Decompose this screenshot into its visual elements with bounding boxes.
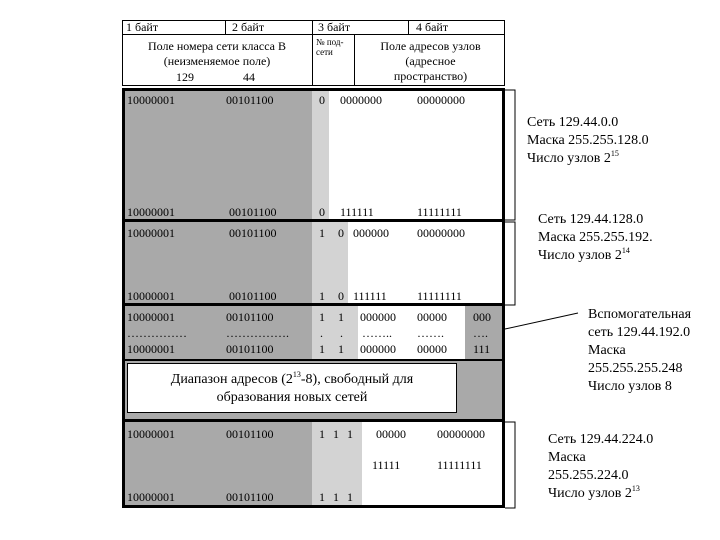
b1-top-byte2: 00101100 bbox=[226, 93, 274, 107]
note-2-line-3 bbox=[538, 248, 630, 264]
b3-row1-byte3b: 1 bbox=[338, 310, 344, 324]
b2-bottom-byte3b: 0 bbox=[338, 289, 344, 303]
b2-bottom-byte2: 00101100 bbox=[229, 289, 277, 303]
b2-top-byte4: 00000000 bbox=[417, 226, 465, 240]
bracket-3 bbox=[505, 313, 578, 329]
b4-top-byte2: 00101100 bbox=[226, 427, 274, 441]
b4-top-byte4: 00000000 bbox=[437, 427, 485, 441]
b3-row3-byte3a: 1 bbox=[319, 342, 325, 356]
b3-row2-byte3b: . bbox=[340, 326, 343, 340]
note-1-line-3 bbox=[527, 151, 619, 167]
note-4-line-2: Маска bbox=[548, 450, 586, 465]
note-3-line-5: Число узлов 8 bbox=[588, 379, 672, 394]
note-1-line-1: Сеть 129.44.0.0 bbox=[527, 115, 619, 130]
b3-row3-byte4b: 111 bbox=[473, 342, 491, 356]
note-2-hosts-exp: 14 bbox=[621, 246, 630, 255]
hosts-field-title: Поле адресов узлов bbox=[380, 39, 481, 53]
byte-1-label: 1 байт bbox=[126, 20, 159, 34]
b2-top-byte3c: 000000 bbox=[353, 226, 389, 240]
b3-row1-byte3a: 1 bbox=[319, 310, 325, 324]
note-3-line-4: 255.255.255.248 bbox=[588, 361, 683, 376]
b3-row2-byte4a: ……. bbox=[417, 326, 444, 340]
b1-top-byte3a: 0 bbox=[319, 93, 325, 107]
b4-mid-byte4: 11111111 bbox=[437, 458, 482, 472]
b1-top-byte3b: 0000000 bbox=[340, 93, 382, 107]
free-range-exponent: 13 bbox=[292, 370, 301, 379]
note-4-hosts-exp: 13 bbox=[631, 484, 640, 493]
b2-bottom-byte3c: 111111 bbox=[353, 289, 387, 303]
b1-bottom-byte3a: 0 bbox=[319, 205, 325, 219]
b4-mid-byte3d: 11111 bbox=[372, 458, 401, 472]
b1-top-byte1: 10000001 bbox=[127, 93, 175, 107]
b1-bottom-byte3b: 111111 bbox=[340, 205, 374, 219]
free-range-text-before: Диапазон адресов (2 bbox=[170, 372, 293, 387]
note-1-hosts-exp: 15 bbox=[610, 149, 619, 158]
b4-top-byte3c: 1 bbox=[347, 427, 353, 441]
byte-4-label: 4 байт bbox=[416, 20, 449, 34]
b2-top-byte2: 00101100 bbox=[229, 226, 277, 240]
byte-3-label: 3 байт bbox=[318, 20, 351, 34]
b4-bottom-byte2: 00101100 bbox=[226, 490, 274, 504]
b3-row1-byte4a: 00000 bbox=[417, 310, 447, 324]
note-3-line-1: Вспомогательная bbox=[588, 307, 692, 322]
network-field-subtitle: (неизменяемое поле) bbox=[163, 54, 271, 68]
free-range-text-after: -8), свободный для bbox=[300, 372, 414, 387]
free-range-line-2: образования новых сетей bbox=[216, 390, 368, 405]
b2-bottom-byte3a: 1 bbox=[319, 289, 325, 303]
note-4-line-3: 255.255.224.0 bbox=[548, 468, 629, 483]
b1-bottom-byte2: 00101100 bbox=[229, 205, 277, 219]
subnet-field-label-1: № под- bbox=[316, 37, 344, 47]
network-value-1: 129 bbox=[176, 70, 194, 84]
bracket-2 bbox=[505, 222, 515, 305]
b4-bottom-byte1: 10000001 bbox=[127, 490, 175, 504]
b3-row1-byte1: 10000001 bbox=[127, 310, 175, 324]
b3-row2-byte1: …………… bbox=[127, 326, 187, 340]
b2-bottom-byte1: 10000001 bbox=[127, 289, 175, 303]
b4-top-byte3d: 00000 bbox=[376, 427, 406, 441]
b2-top-byte1: 10000001 bbox=[127, 226, 175, 240]
network-field-title: Поле номера сети класса В bbox=[148, 39, 286, 53]
note-2-hosts-text: Число узлов 2 bbox=[538, 248, 622, 263]
b3-row2-byte3a: . bbox=[320, 326, 323, 340]
note-4-line-4 bbox=[548, 486, 640, 502]
b3-row2-byte2: ……………. bbox=[226, 326, 289, 340]
b3-row2-byte4b: …. bbox=[473, 326, 488, 340]
b4-bottom-byte3b: 1 bbox=[333, 490, 339, 504]
b2-bottom-byte4: 11111111 bbox=[417, 289, 462, 303]
b3-row3-byte1: 10000001 bbox=[127, 342, 175, 356]
note-1-hosts-text: Число узлов 2 bbox=[527, 151, 611, 166]
b2-top-byte3a: 1 bbox=[319, 226, 325, 240]
b4-top-byte3a: 1 bbox=[319, 427, 325, 441]
b3-row3-byte3b: 1 bbox=[338, 342, 344, 356]
b3-row3-byte3c: 000000 bbox=[360, 342, 396, 356]
note-4-line-1: Сеть 129.44.224.0 bbox=[548, 432, 654, 447]
b4-top-byte3b: 1 bbox=[333, 427, 339, 441]
bracket-4 bbox=[505, 422, 515, 508]
note-4-hosts-text: Число узлов 2 bbox=[548, 486, 632, 501]
b3-row3-byte2: 00101100 bbox=[226, 342, 274, 356]
note-2-line-2: Маска 255.255.192. bbox=[538, 230, 653, 245]
note-3-line-2: сеть 129.44.192.0 bbox=[588, 325, 691, 340]
b3-row3-byte4a: 00000 bbox=[417, 342, 447, 356]
b1-bottom-byte4: 11111111 bbox=[417, 205, 462, 219]
network-value-2: 44 bbox=[243, 70, 255, 84]
b3-row1-byte3c: 000000 bbox=[360, 310, 396, 324]
note-1-line-2: Маска 255.255.128.0 bbox=[527, 133, 649, 148]
note-2-line-1: Сеть 129.44.128.0 bbox=[538, 212, 644, 227]
b3-row1-byte2: 00101100 bbox=[226, 310, 274, 324]
byte-2-label: 2 байт bbox=[232, 20, 265, 34]
b1-bottom-byte1: 10000001 bbox=[127, 205, 175, 219]
b3-row2-byte3c: …….. bbox=[362, 326, 392, 340]
subnet-field-label-2: сети bbox=[316, 47, 333, 57]
bracket-1 bbox=[505, 90, 515, 220]
b2-top-byte3b: 0 bbox=[338, 226, 344, 240]
hosts-field-subtitle: (адресное bbox=[405, 54, 456, 68]
hosts-field-subtitle-2: пространство) bbox=[393, 69, 468, 83]
b4-top-byte1: 10000001 bbox=[127, 427, 175, 441]
b3-row1-byte4b: 000 bbox=[473, 310, 491, 324]
b1-top-byte4: 00000000 bbox=[417, 93, 465, 107]
b4-bottom-byte3a: 1 bbox=[319, 490, 325, 504]
b4-bottom-byte3c: 1 bbox=[347, 490, 353, 504]
note-3-line-3: Маска bbox=[588, 343, 626, 358]
